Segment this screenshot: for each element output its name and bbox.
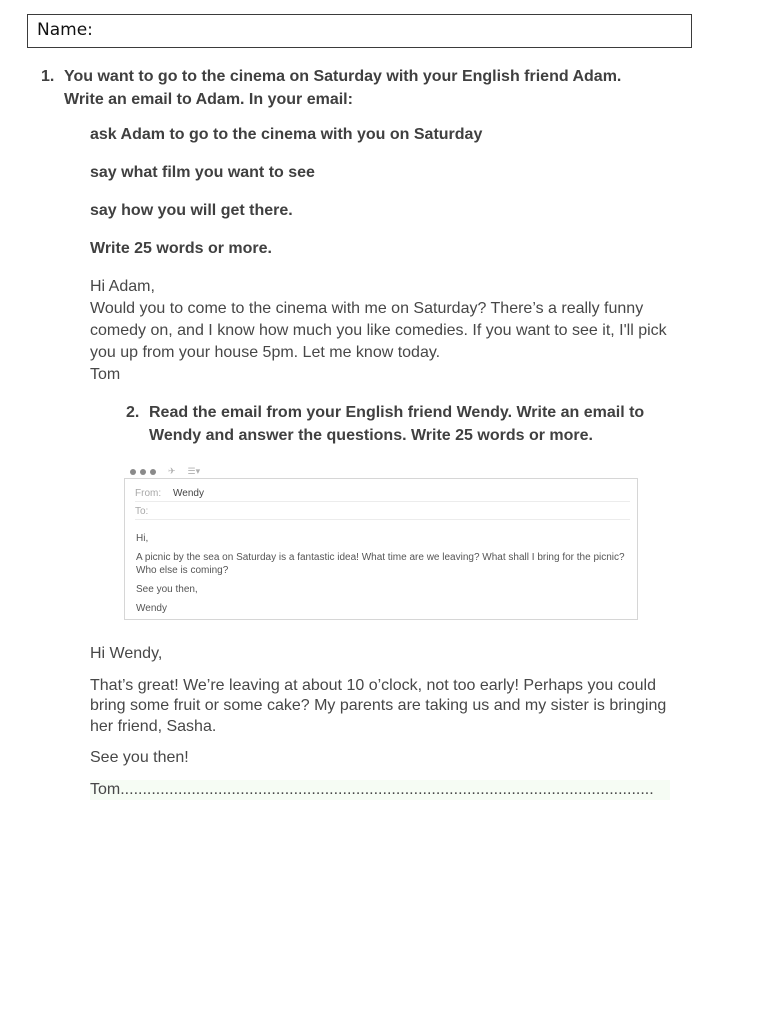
answer-2-greeting: Hi Wendy, bbox=[90, 645, 163, 662]
question-1-text: You want to go to the cinema on Saturday with your English friend Adam. Write an email to Adam. In your email: bbox=[64, 68, 622, 108]
email-screenshot bbox=[124, 464, 638, 620]
email-from-label: From: bbox=[135, 488, 162, 499]
answer-2-body: That’s great! We’re leaving at about 10 o’clock, not too early! Perhaps you could bring some fruit or some cake? My parents are taking us and my sister is bringing her friend, Sasha. bbox=[90, 676, 667, 735]
email-signature: Wendy bbox=[136, 603, 167, 614]
email-message: A picnic by the sea on Saturday is a fantastic idea! What time are we leaving? What shall I bring for the picnic? Who else is coming? bbox=[136, 552, 625, 576]
question-2-number: 2. bbox=[126, 404, 140, 421]
task-item-invite: ask Adam to go to the cinema with you on Saturday bbox=[90, 126, 483, 143]
answer-1-greeting: Hi Adam, bbox=[90, 278, 155, 295]
task-item-film: say what film you want to see bbox=[90, 164, 315, 181]
window-dot-icon bbox=[150, 469, 156, 475]
email-body bbox=[136, 532, 626, 621]
answer-1-body: Would you to come to the cinema with me on Saturday? There’s a really funny comedy on, and I know how much you like comedies. If you want to see it, I'll pick you up from your house 5pm. Let me know today. bbox=[90, 300, 667, 361]
name-field[interactable] bbox=[27, 14, 692, 48]
send-icon: ✈ bbox=[168, 466, 176, 476]
answer-2-closing: See you then! bbox=[90, 749, 189, 766]
answer-2-signoff: Tom........................................................................................................................ bbox=[90, 780, 670, 801]
name-label: Name: bbox=[37, 20, 93, 40]
answer-2 bbox=[90, 644, 680, 800]
task-item-travel: say how you will get there. bbox=[90, 202, 293, 219]
answer-1 bbox=[90, 276, 680, 386]
question-1-number: 1. bbox=[41, 68, 55, 85]
window-dot-icon bbox=[130, 469, 136, 475]
email-to-label: To: bbox=[135, 506, 149, 517]
question-2-text: Read the email from your English friend Wendy. Write an email to Wendy and answer the questions. Write 25 words or more. bbox=[149, 404, 645, 444]
email-from-value: Wendy bbox=[173, 488, 204, 499]
task-item-word-count: Write 25 words or more. bbox=[90, 240, 272, 257]
email-greeting: Hi, bbox=[136, 533, 149, 544]
window-controls bbox=[130, 466, 200, 477]
question-1 bbox=[41, 66, 661, 111]
email-from-row bbox=[135, 488, 630, 502]
email-to-row bbox=[135, 506, 630, 520]
window-dot-icon bbox=[140, 469, 146, 475]
list-icon: ☰▾ bbox=[187, 466, 201, 476]
question-2 bbox=[126, 402, 686, 447]
email-closing: See you then, bbox=[136, 584, 198, 595]
answer-1-signoff: Tom bbox=[90, 366, 121, 383]
email-panel bbox=[124, 478, 638, 620]
